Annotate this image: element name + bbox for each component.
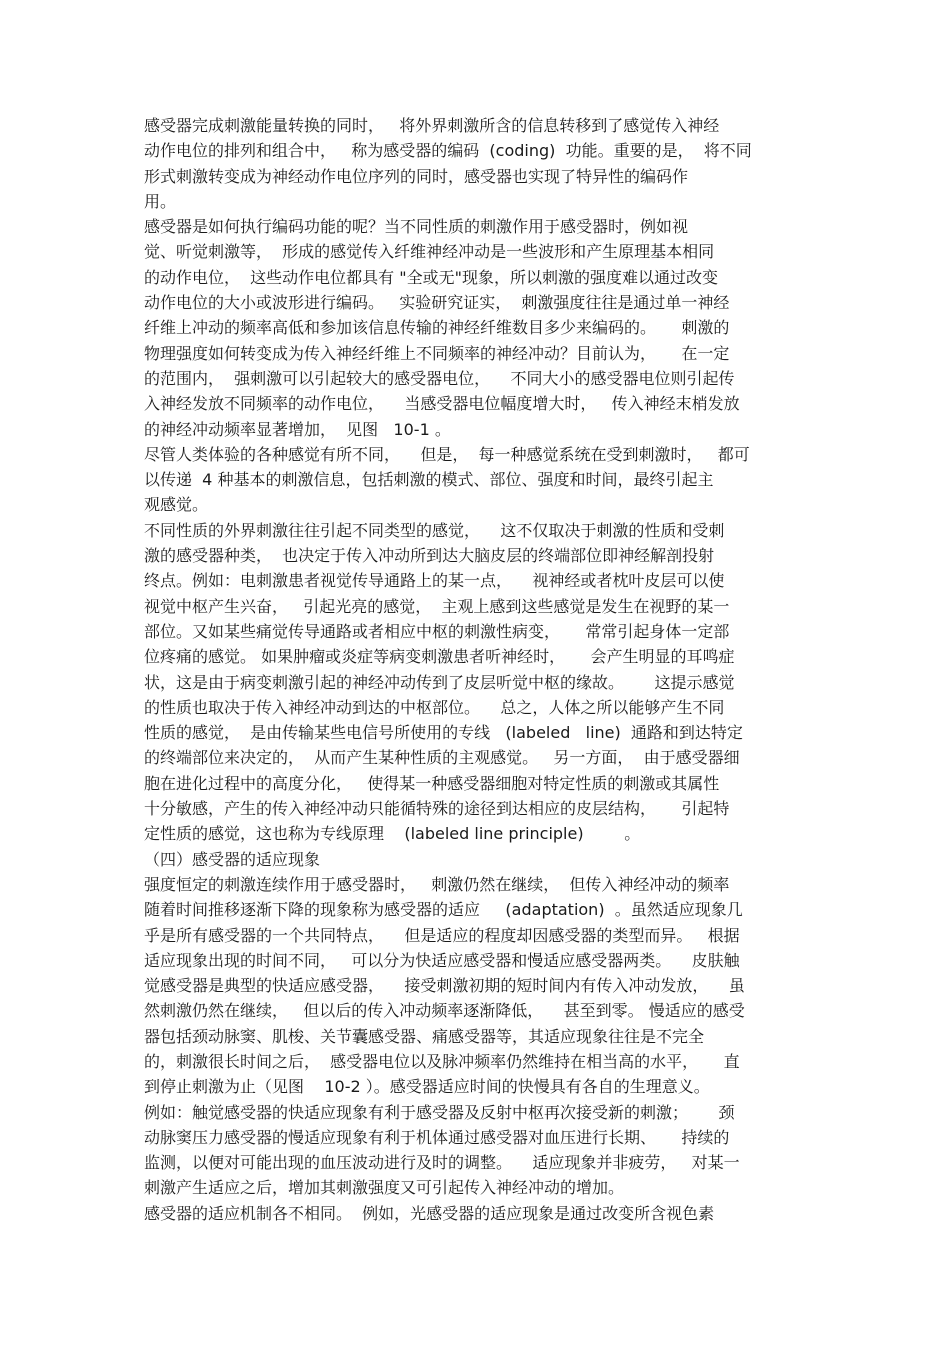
text-line: 乎是所有感受器的一个共同特点， 但是适应的程度却因感受器的类型而异。 根据 xyxy=(144,925,740,945)
text-line: 适应现象出现的时间不同， 可以分为快适应感受器和慢适应感受器两类。 皮肤触 xyxy=(144,950,740,970)
text-line: 性质的感觉， 是由传输某些电信号所使用的专线 (labeled line) 通路和到达特定 xyxy=(144,723,743,743)
text-line: 的性质也取决于传入神经冲动到达的中枢部位。 总之，人体之所以能够产生不同 xyxy=(144,697,725,717)
text-line: 感受器是如何执行编码功能的呢？当不同性质的刺激作用于感受器时，例如视 xyxy=(144,217,689,237)
text-line: 随着时间推移逐渐下降的现象称为感受器的适应 (adaptation) 。虽然适应现象几 xyxy=(144,900,743,920)
document-body xyxy=(144,113,809,1226)
text-line: 终点。例如：电刺激患者视觉传导通路上的某一点， 视神经或者枕叶皮层可以使 xyxy=(144,571,725,591)
text-line: 位疼痛的感觉。 如果肿瘤或炎症等病变刺激患者听神经时， 会产生明显的耳鸣症 xyxy=(144,647,735,667)
text-line: 感受器完成刺激能量转换的同时， 将外界刺激所含的信息转移到了感觉传入神经 xyxy=(144,116,720,135)
text-line: 的神经冲动频率显著增加， 见图 10-1 。 xyxy=(144,419,451,439)
text-line: 的动作电位， 这些动作电位都具有 "全或无"现象，所以刺激的强度难以通过改变 xyxy=(144,267,718,287)
text-line: 然刺激仍然在继续， 但以后的传入冲动频率逐渐降低， 甚至到零。 慢适应的感受 xyxy=(144,1001,745,1021)
text-line: 观感觉。 xyxy=(144,495,209,515)
text-line: 纤维上冲动的频率高低和参加该信息传输的神经纤维数目多少来编码的。 刺激的 xyxy=(144,318,730,338)
text-line: 部位。又如某些痛觉传导通路或者相应中枢的刺激性病变， 常常引起身体一定部 xyxy=(144,621,730,641)
text-line: 的，刺激很长时间之后， 感受器电位以及脉冲频率仍然维持在相当高的水平， 直 xyxy=(144,1051,740,1071)
text-line: 以传递 4 种基本的刺激信息，包括刺激的模式、部位、强度和时间，最终引起主 xyxy=(144,470,714,490)
text-line: 激的感受器种类， 也决定于传入冲动所到达大脑皮层的终端部位即神经解剖投射 xyxy=(144,546,715,566)
text-line: 十分敏感，产生的传入神经冲动只能循特殊的途径到达相应的皮层结构， 引起特 xyxy=(144,799,730,819)
text-line: 胞在进化过程中的高度分化， 使得某一种感受器细胞对特定性质的刺激或其属性 xyxy=(144,773,720,793)
text-line: 尽管人类体验的各种感觉有所不同， 但是， 每一种感觉系统在受到刺激时， 都可 xyxy=(144,444,750,464)
text-line: 例如：触觉感受器的快适应现象有利于感受器及反射中枢再次接受新的刺激； 颈 xyxy=(144,1102,735,1122)
text-line: 物理强度如何转变成为传入神经纤维上不同频率的神经冲动？目前认为， 在一定 xyxy=(144,343,730,363)
text-line: 用。 xyxy=(144,191,177,211)
text-line: 觉、听觉刺激等， 形成的感觉传入纤维神经冲动是一些波形和产生原理基本相同 xyxy=(144,242,715,262)
text-line: 形式刺激转变成为神经动作电位序列的同时，感受器也实现了特异性的编码作 xyxy=(144,166,689,186)
text-line: 器包括颈动脉窦、肌梭、关节囊感受器、痛感受器等，其适应现象往往是不完全 xyxy=(144,1026,705,1046)
text-line: 强度恒定的刺激连续作用于感受器时， 刺激仍然在继续， 但传入神经冲动的频率 xyxy=(144,874,730,894)
text-line: 状，这是由于病变刺激引起的神经冲动传到了皮层听觉中枢的缘故。 这提示感觉 xyxy=(144,672,735,692)
text-line: （四）感受器的适应现象 xyxy=(144,849,321,869)
text-line: 不同性质的外界刺激往往引起不同类型的感觉， 这不仅取决于刺激的性质和受刺 xyxy=(144,520,725,540)
text-line: 的范围内， 强刺激可以引起较大的感受器电位， 不同大小的感受器电位则引起传 xyxy=(144,368,735,388)
text-line: 入神经发放不同频率的动作电位， 当感受器电位幅度增大时， 传入神经末梢发放 xyxy=(144,394,740,414)
text-line: 的终端部位来决定的， 从而产生某种性质的主观感觉。 另一方面， 由于感受器细 xyxy=(144,748,740,768)
text-line: 动作电位的大小或波形进行编码。 实验研究证实， 刺激强度往往是通过单一神经 xyxy=(144,293,730,313)
text-line: 动作电位的排列和组合中， 称为感受器的编码 (coding) 功能。重要的是， 将不同 xyxy=(144,141,752,161)
text-line: 视觉中枢产生兴奋， 引起光亮的感觉， 主观上感到这些感觉是发生在视野的某一 xyxy=(144,596,730,616)
text-line: 定性质的感觉，这也称为专线原理 (labeled line principle) 。 xyxy=(144,824,641,844)
text-line: 感受器的适应机制各不相同。 例如，光感受器的适应现象是通过改变所含视色素 xyxy=(144,1203,715,1223)
text-line: 到停止刺激为止（见图 10-2 ）。感受器适应时间的快慢具有各自的生理意义。 xyxy=(144,1077,710,1097)
text-line: 刺激产生适应之后，增加其刺激强度又可引起传入神经冲动的增加。 xyxy=(144,1178,625,1198)
text-line: 监测，以便对可能出现的血压波动进行及时的调整。 适应现象并非疲劳， 对某一 xyxy=(144,1153,740,1173)
text-line: 觉感受器是典型的快适应感受器， 接受刺激初期的短时间内有传入冲动发放， 虽 xyxy=(144,976,745,996)
text-line: 动脉窦压力感受器的慢适应现象有利于机体通过感受器对血压进行长期、 持续的 xyxy=(144,1127,730,1147)
